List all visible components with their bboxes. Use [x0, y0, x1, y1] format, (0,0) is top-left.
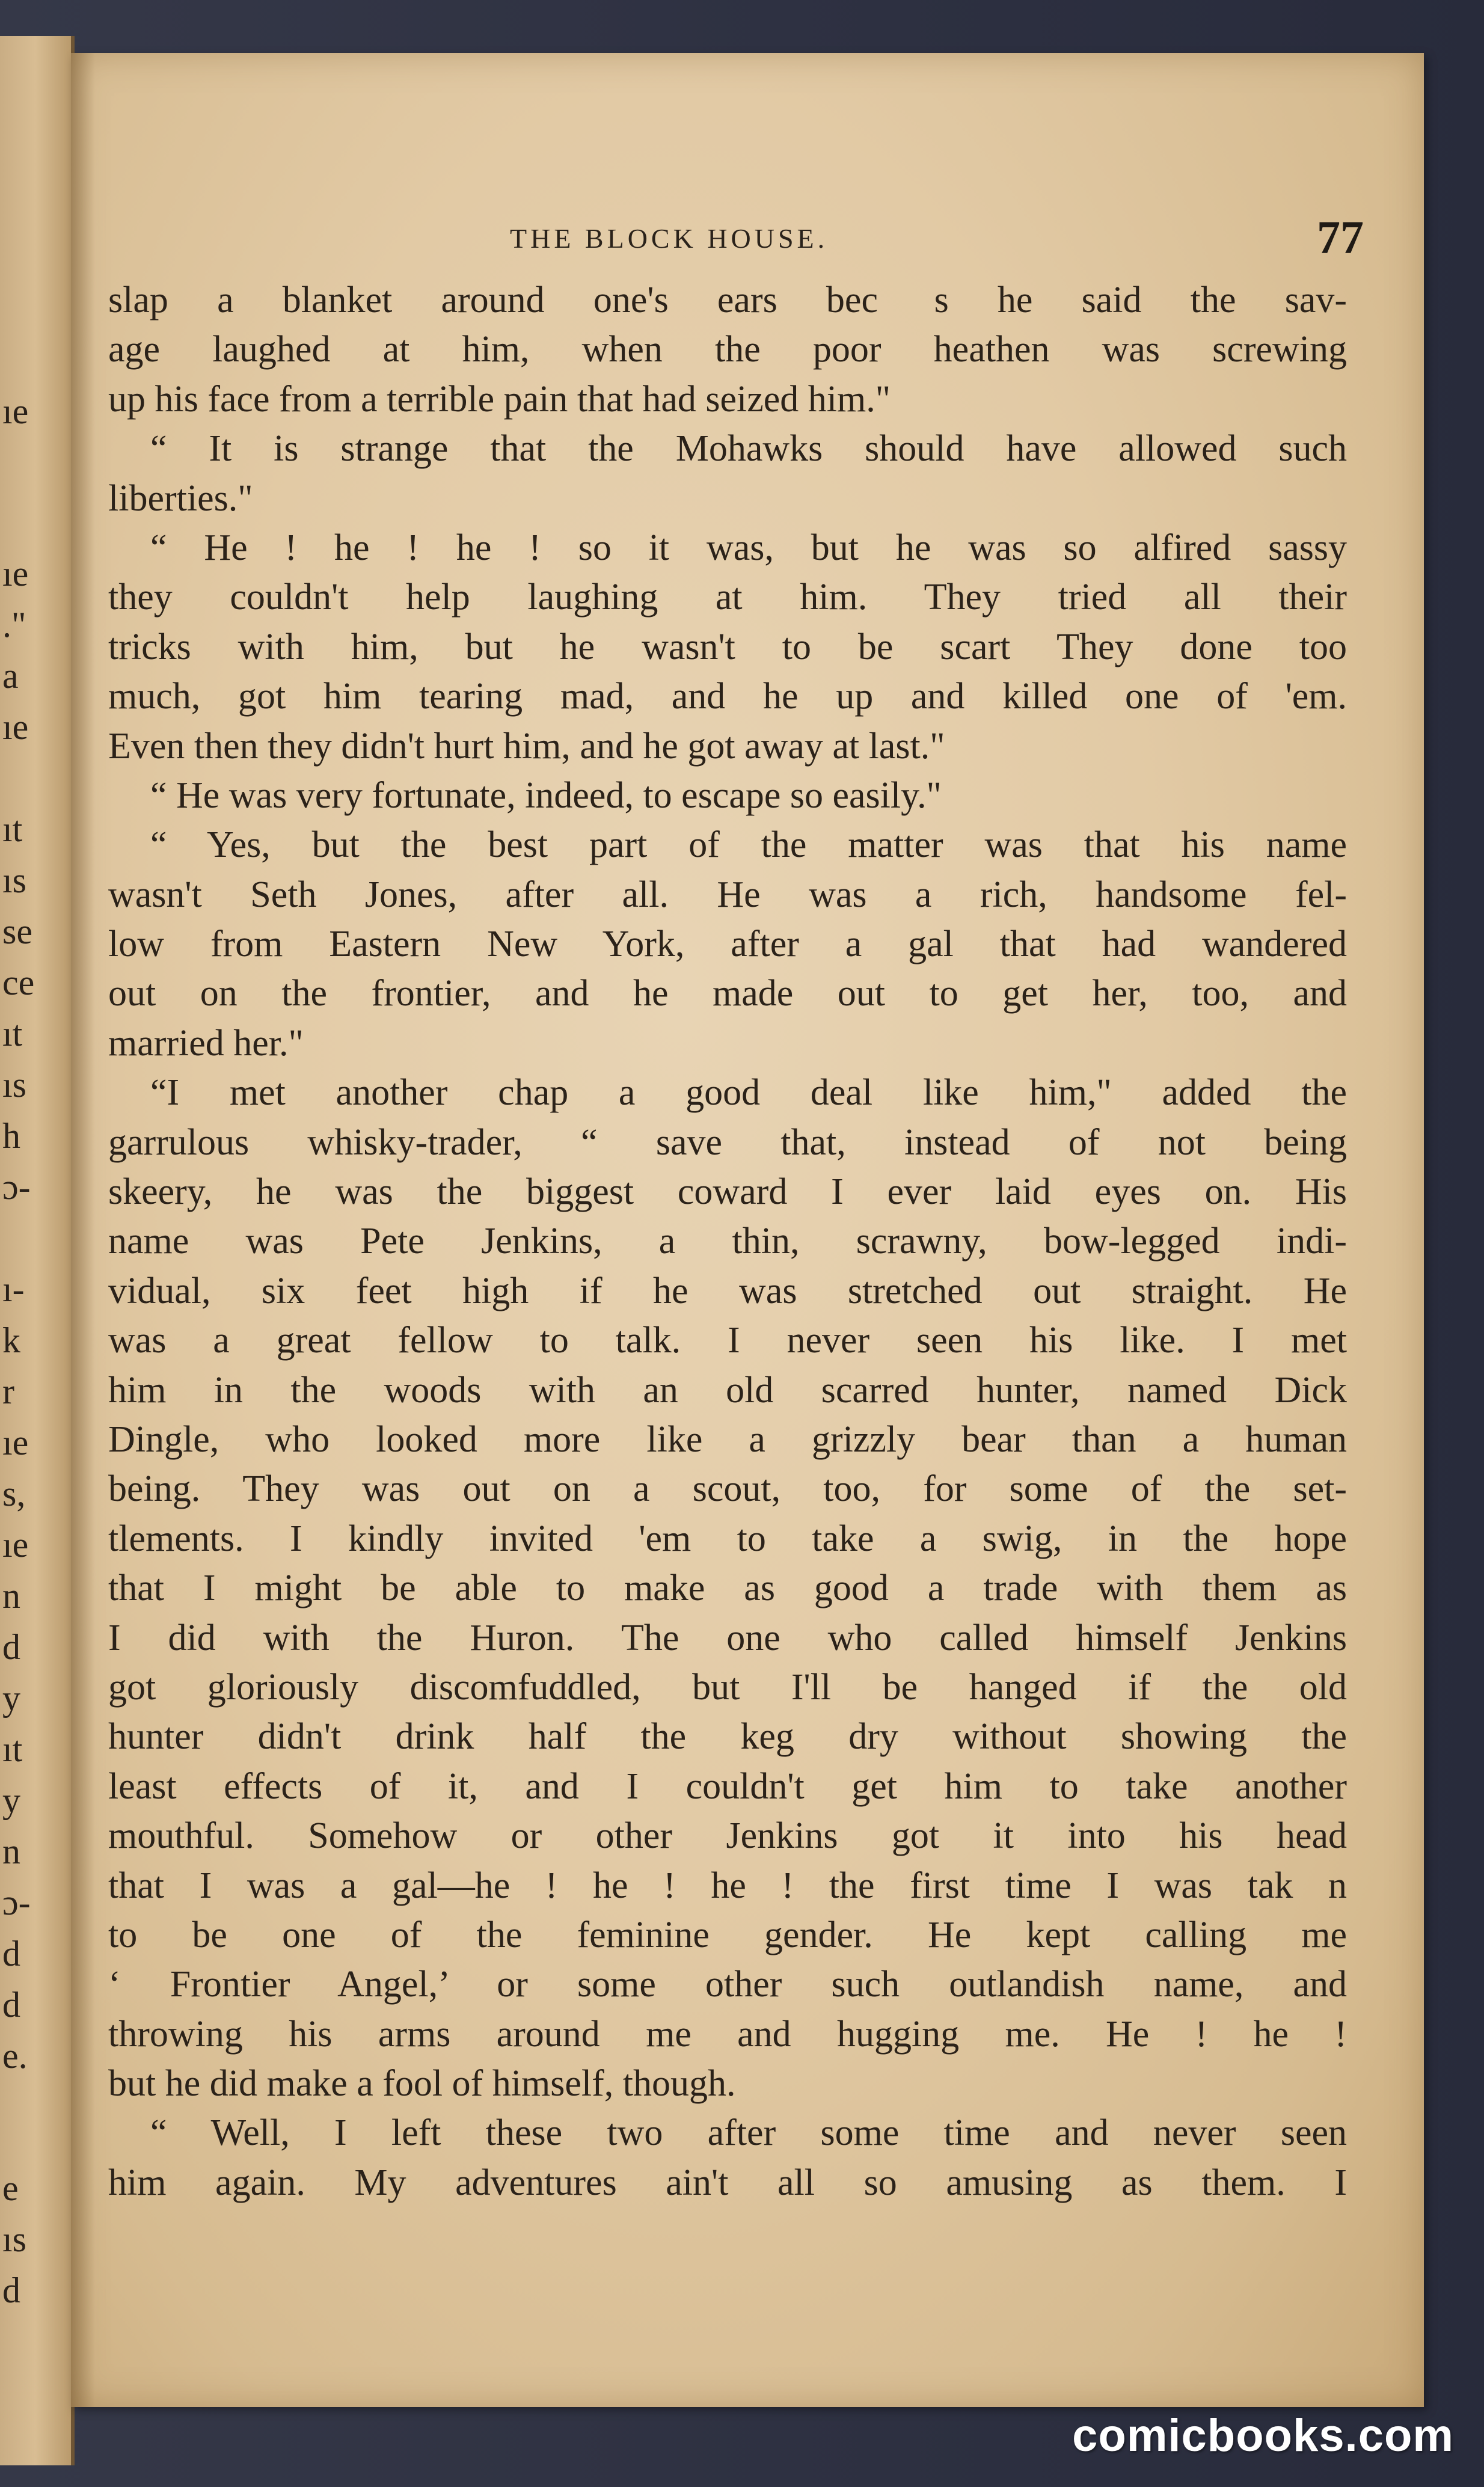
facing-page-fragment: ıs	[2, 860, 27, 900]
text-line: “I met another chap a good deal like him," added the	[150, 1072, 1347, 1114]
text-line: got gloriously discomfuddled, but I'll be hanged if the old	[108, 1666, 1347, 1708]
facing-page-fragment: ıt	[2, 809, 23, 849]
facing-page-fragment: ɔ-	[2, 1167, 31, 1207]
facing-page-fragment: n	[2, 1832, 20, 1871]
text-line: mouthful. Somehow or other Jenkins got it into his head	[108, 1815, 1347, 1857]
facing-page-fragment: ı-	[2, 1269, 25, 1309]
body-text	[108, 275, 1347, 2207]
text-line: skeery, he was the biggest coward I ever laid eyes on. His	[108, 1171, 1347, 1213]
facing-page-fragment: k	[2, 1320, 20, 1360]
text-line: tlements. I kindly invited 'em to take a swig, in the hope	[108, 1518, 1347, 1559]
facing-page-fragment: ıt	[2, 1014, 23, 1053]
facing-page-fragment: ɔ-	[2, 1883, 31, 1922]
facing-page-fragment: h	[2, 1116, 20, 1156]
text-line: hunter didn't drink half the keg dry without showing the	[108, 1716, 1347, 1758]
text-line: but he did make a fool of himself, though.	[108, 2063, 736, 2105]
facing-page-fragment: s,	[2, 1474, 26, 1513]
facing-page-fragment: ıt	[2, 1729, 23, 1769]
text-line: him in the woods with an old scarred hunter, named Dick	[108, 1369, 1347, 1411]
text-line: Even then they didn't hurt him, and he got away at last."	[108, 725, 945, 767]
text-line: least effects of it, and I couldn't get him to take another	[108, 1765, 1347, 1807]
running-head	[71, 211, 1424, 265]
text-line: wasn't Seth Jones, after all. He was a rich, handsome fel-	[108, 874, 1347, 915]
text-line: him again. My adventures ain't all so amusing as them. I	[108, 2162, 1347, 2203]
text-line: throwing his arms around me and hugging me. He ! he !	[108, 2013, 1347, 2055]
text-line: I did with the Huron. The one who called himself Jenkins	[108, 1617, 1347, 1658]
text-line: was a great fellow to talk. I never seen his like. I met	[108, 1320, 1347, 1361]
text-line: to be one of the feminine gender. He kept calling me	[108, 1914, 1347, 1955]
facing-page-fragment: d	[2, 1934, 20, 1973]
facing-page-fragment: ıs	[2, 1065, 27, 1105]
text-line: “ Yes, but the best part of the matter was that his name	[150, 824, 1347, 866]
text-line: “ Well, I left these two after some time and never seen	[150, 2112, 1347, 2154]
facing-page-edge	[0, 36, 75, 2465]
text-line: vidual, six feet high if he was stretched out straight. He	[108, 1270, 1347, 1311]
facing-page-fragment: ."	[2, 605, 26, 645]
facing-page-fragment: ıe	[2, 391, 29, 431]
facing-page-fragment: ıe	[2, 1423, 29, 1462]
facing-page-fragment: d	[2, 2271, 20, 2310]
text-line: “ He was very fortunate, indeed, to escape so easily."	[150, 774, 942, 816]
text-line: up his face from a terrible pain that had seized him."	[108, 378, 891, 420]
facing-page-fragment: d	[2, 1985, 20, 2025]
watermark: comicbooks.com	[1072, 2410, 1454, 2461]
text-line: being. They was out on a scout, too, for some of the set-	[108, 1468, 1347, 1510]
text-line: tricks with him, but he wasn't to be scart They done too	[108, 626, 1347, 667]
facing-page-fragment: a	[2, 656, 19, 696]
text-line: slap a blanket around one's ears bec s he said the sav-	[108, 280, 1347, 320]
text-line: name was Pete Jenkins, a thin, scrawny, bow-legged indi-	[108, 1221, 1347, 1262]
facing-page-fragment: ıs	[2, 2219, 27, 2259]
text-line: garrulous whisky-trader, “ save that, instead of not being	[108, 1121, 1347, 1163]
facing-page-fragment: y	[2, 1780, 20, 1820]
facing-page-fragment: ıe	[2, 1525, 29, 1565]
facing-page-fragment: ce	[2, 963, 35, 1002]
text-line: ‘ Frontier Angel,’ or some other such outlandish name, and	[108, 1964, 1347, 2005]
running-head-title: THE BLOCK HOUSE.	[510, 223, 829, 254]
text-line: age laughed at him, when the poor heathen was screwing	[108, 329, 1347, 370]
text-line: Dingle, who looked more like a grizzly bear than a human	[108, 1418, 1347, 1460]
facing-page-fragment: n	[2, 1576, 20, 1616]
facing-page-fragment: e	[2, 2168, 19, 2208]
text-line: “ He ! he ! he ! so it was, but he was so alfired sassy	[150, 527, 1347, 568]
text-line: that I was a gal—he ! he ! he ! the first time I was tak n	[108, 1865, 1347, 1906]
facing-page-fragment: r	[2, 1372, 14, 1411]
text-line: “ It is strange that the Mohawks should have allowed such	[150, 428, 1347, 470]
text-line: married her."	[108, 1022, 304, 1064]
text-line: that I might be able to make as good a trade with them as	[108, 1568, 1347, 1609]
text-line: liberties."	[108, 477, 253, 519]
facing-page-fragment: se	[2, 912, 32, 951]
facing-page-fragment: ıe	[2, 554, 29, 593]
text-line: low from Eastern New York, after a gal that had wandered	[108, 924, 1347, 965]
facing-page-fragment: y	[2, 1678, 20, 1718]
page-number: 77	[1317, 211, 1364, 263]
book-page	[71, 53, 1424, 2407]
facing-page-fragment: e.	[2, 2036, 28, 2076]
text-line: much, got him tearing mad, and he up and killed one of 'em.	[108, 676, 1347, 717]
text-line: they couldn't help laughing at him. They tried all their	[108, 577, 1347, 618]
facing-page-fragment: ıe	[2, 707, 29, 747]
text-line: out on the frontier, and he made out to get her, too, and	[108, 973, 1347, 1014]
facing-page-fragment: d	[2, 1627, 20, 1667]
